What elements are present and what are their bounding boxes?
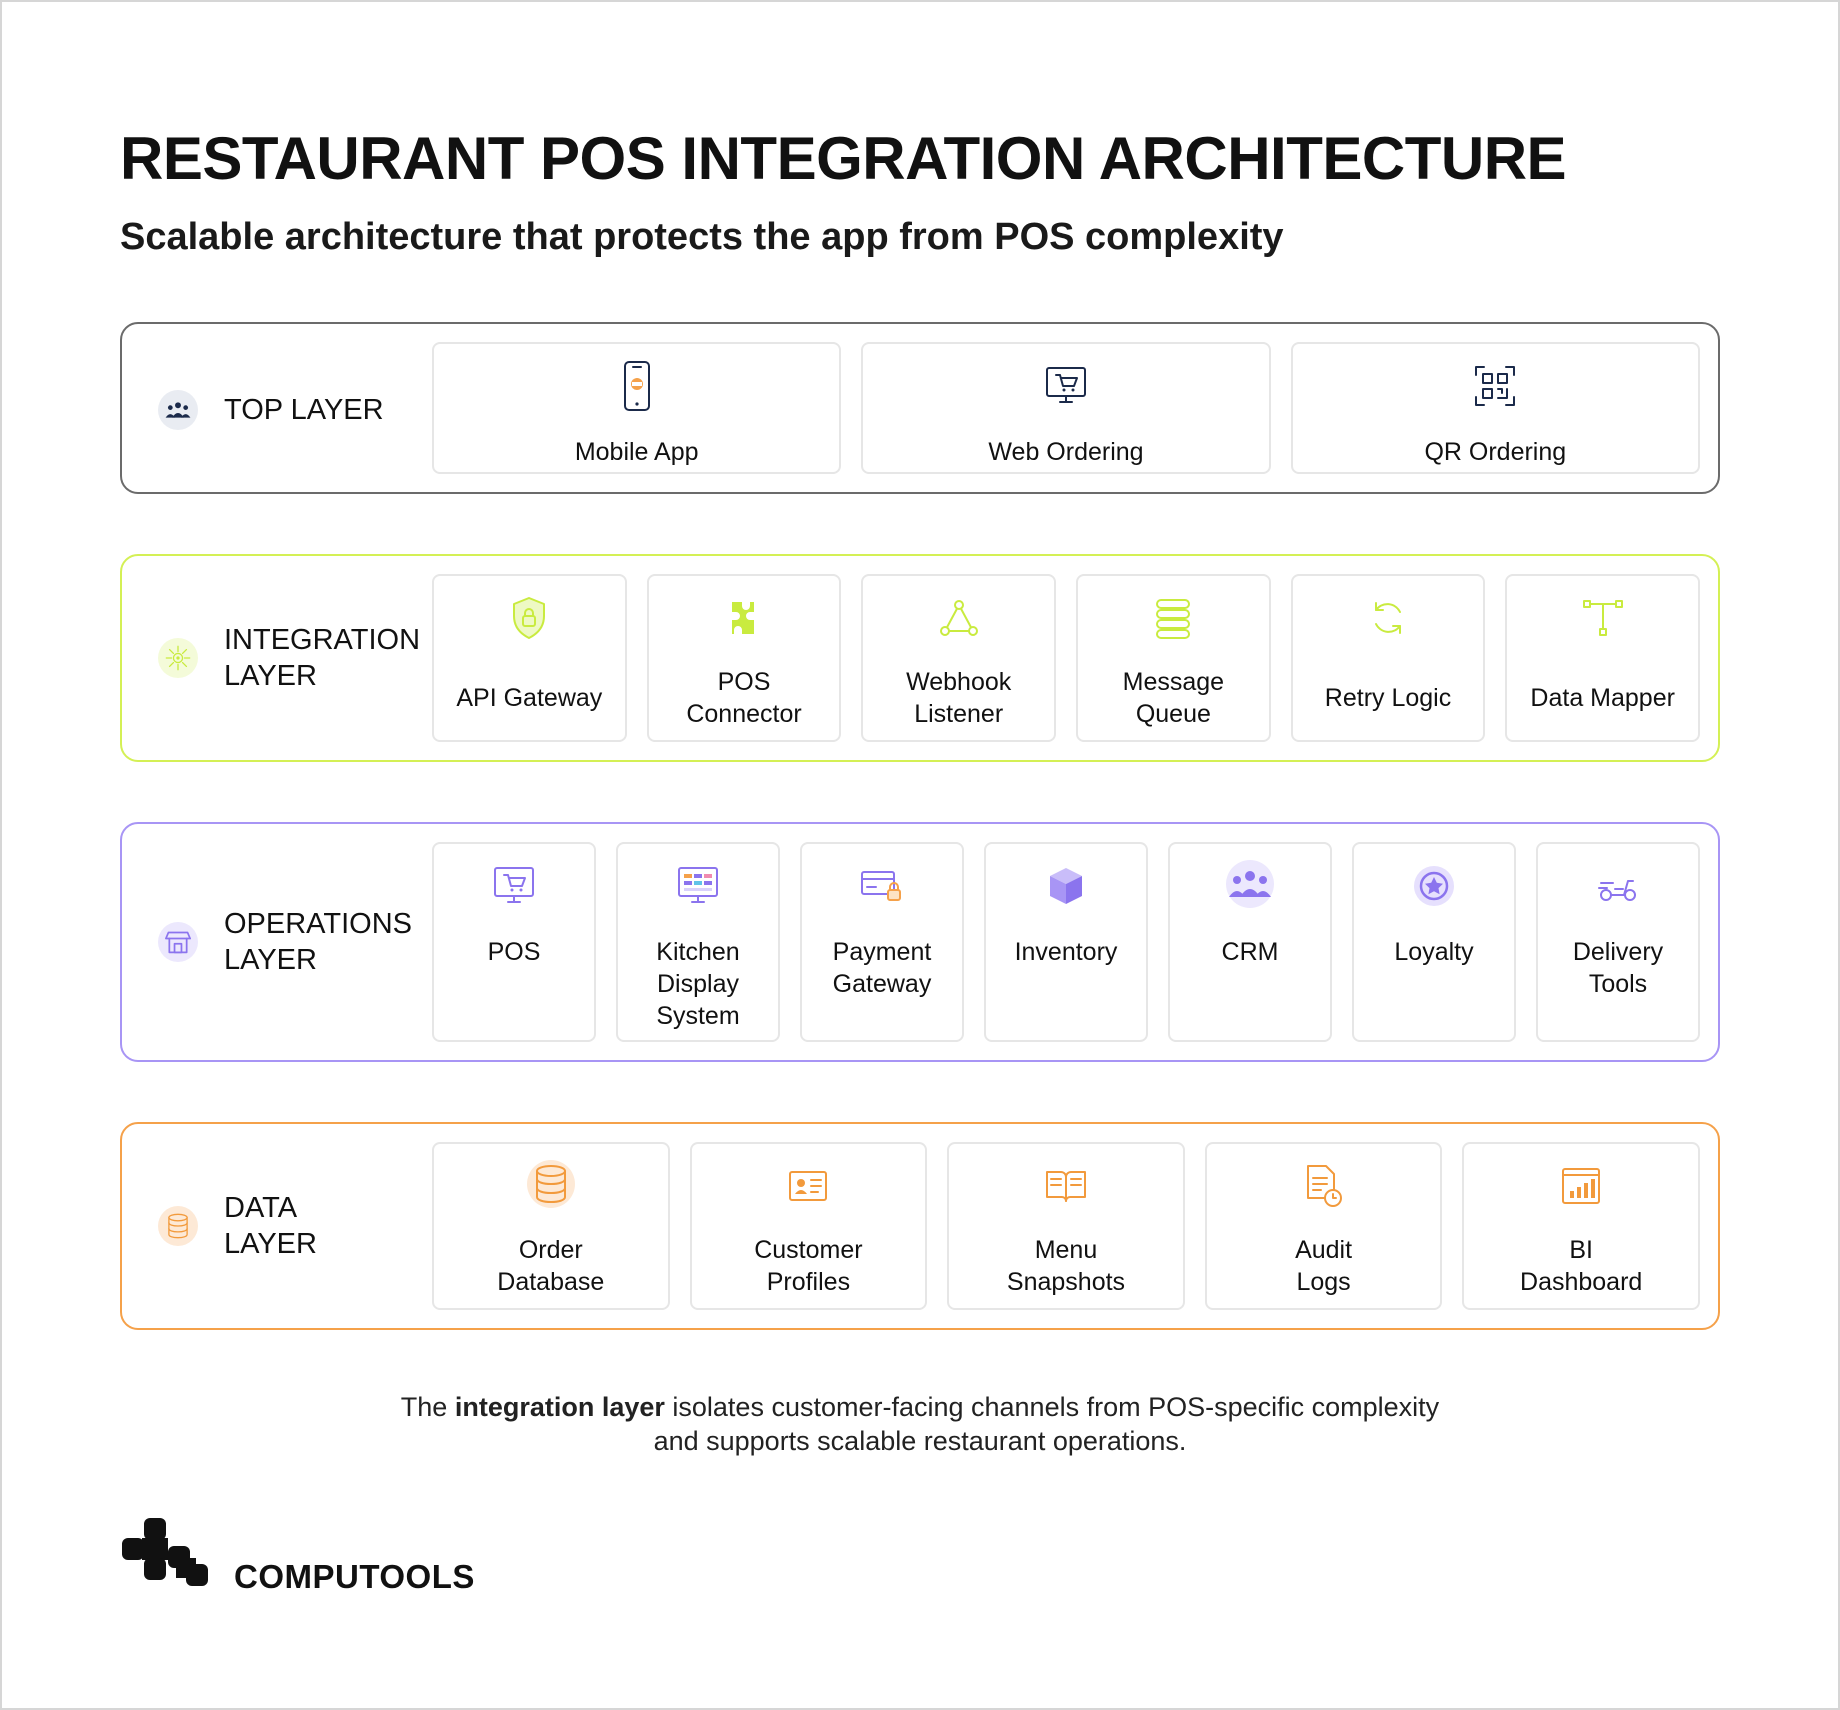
component-label: Webhook Listener [906, 668, 1012, 728]
box-icon [1040, 860, 1092, 912]
component-card [800, 842, 964, 1042]
layer-0 [120, 322, 1720, 494]
footnote-suffix: isolates customer-facing channels from POS-specific complexity [664, 1392, 1440, 1422]
open-book-icon [1040, 1160, 1092, 1212]
component-card [647, 574, 842, 742]
triangle-nodes-icon [933, 592, 985, 644]
mobile-phone-icon [611, 360, 663, 412]
scooter-icon [1592, 860, 1644, 912]
component-card [984, 842, 1148, 1042]
component-label: CRM [1221, 938, 1279, 966]
stack-icon [1147, 592, 1199, 644]
component-label: Message Queue [1122, 668, 1225, 728]
component-card [690, 1142, 928, 1310]
qr-code-icon [1469, 360, 1521, 412]
monitor-cart-icon [488, 860, 540, 912]
refresh-icon [1362, 592, 1414, 644]
layer-3 [120, 1122, 1720, 1330]
layer-cards [432, 842, 1700, 1042]
component-label: Retry Logic [1324, 684, 1452, 712]
page-subtitle: Scalable architecture that protects the app from POS complexity [120, 216, 1284, 258]
layer-name: INTEGRATION LAYER [224, 624, 421, 692]
star-badge-icon [1408, 860, 1460, 912]
component-card [1291, 574, 1486, 742]
kitchen-display-icon [672, 860, 724, 912]
component-card [947, 1142, 1185, 1310]
layer-label [158, 1190, 317, 1262]
layer-name: OPERATIONS LAYER [224, 908, 412, 976]
component-card [861, 574, 1056, 742]
layer-label [158, 622, 420, 694]
component-card [1352, 842, 1516, 1042]
component-label: Inventory [1014, 938, 1118, 966]
layer-name: TOP LAYER [224, 394, 384, 426]
component-card [861, 342, 1270, 474]
mapper-icon [1577, 592, 1629, 644]
people-icon [158, 390, 198, 430]
monitor-cart-icon [1040, 360, 1092, 412]
component-card [1076, 574, 1271, 742]
component-label: Menu Snapshots [1006, 1236, 1126, 1296]
component-card [1205, 1142, 1443, 1310]
layer-cards [432, 1142, 1700, 1310]
component-card [616, 842, 780, 1042]
database-icon [158, 1206, 198, 1246]
document-clock-icon [1298, 1160, 1350, 1212]
page-title: RESTAURANT POS INTEGRATION ARCHITECTURE [120, 125, 1567, 192]
network-hub-icon [158, 638, 198, 678]
layer-1 [120, 554, 1720, 762]
storefront-icon [158, 922, 198, 962]
component-label: Web Ordering [988, 438, 1144, 466]
component-label: Delivery Tools [1572, 938, 1664, 998]
people-icon [1226, 860, 1274, 908]
layer-label [158, 390, 384, 430]
component-card [1536, 842, 1700, 1042]
component-card [432, 574, 627, 742]
bar-chart-icon [1555, 1160, 1607, 1212]
component-card [1291, 342, 1700, 474]
component-label: BI Dashboard [1520, 1236, 1643, 1296]
footnote [0, 1390, 1840, 1458]
component-card [1168, 842, 1332, 1042]
puzzle-icon [718, 592, 770, 644]
brand-name: COMPUTOOLS [234, 1558, 475, 1595]
component-card [1505, 574, 1700, 742]
component-label: Mobile App [574, 438, 699, 466]
layer-name: DATA LAYER [224, 1192, 317, 1260]
layer-2 [120, 822, 1720, 1062]
database-icon [527, 1160, 575, 1208]
component-card [432, 842, 596, 1042]
layer-cards [432, 574, 1700, 742]
component-label: Order Database [497, 1236, 605, 1296]
component-label: POS Connector [686, 668, 802, 728]
footnote-line2: and supports scalable restaurant operations. [653, 1426, 1187, 1456]
component-label: API Gateway [456, 684, 603, 712]
id-card-icon [782, 1160, 834, 1212]
computools-logo-icon [120, 1516, 212, 1590]
component-label: Kitchen Display System [656, 938, 740, 1030]
component-label: QR Ordering [1424, 438, 1567, 466]
component-label: Loyalty [1394, 938, 1474, 966]
component-label: Audit Logs [1295, 1236, 1353, 1296]
component-card [1462, 1142, 1700, 1310]
component-label: Data Mapper [1530, 684, 1675, 712]
footnote-bold: integration layer [454, 1392, 665, 1422]
component-card [432, 342, 841, 474]
shield-lock-icon [503, 592, 555, 644]
component-label: Customer Profiles [754, 1236, 863, 1296]
card-lock-icon [856, 860, 908, 912]
layer-label [158, 906, 412, 978]
footnote-prefix: The [400, 1392, 455, 1422]
layer-cards [432, 342, 1700, 474]
component-label: POS [487, 938, 541, 966]
component-card [432, 1142, 670, 1310]
component-label: Payment Gateway [832, 938, 932, 998]
